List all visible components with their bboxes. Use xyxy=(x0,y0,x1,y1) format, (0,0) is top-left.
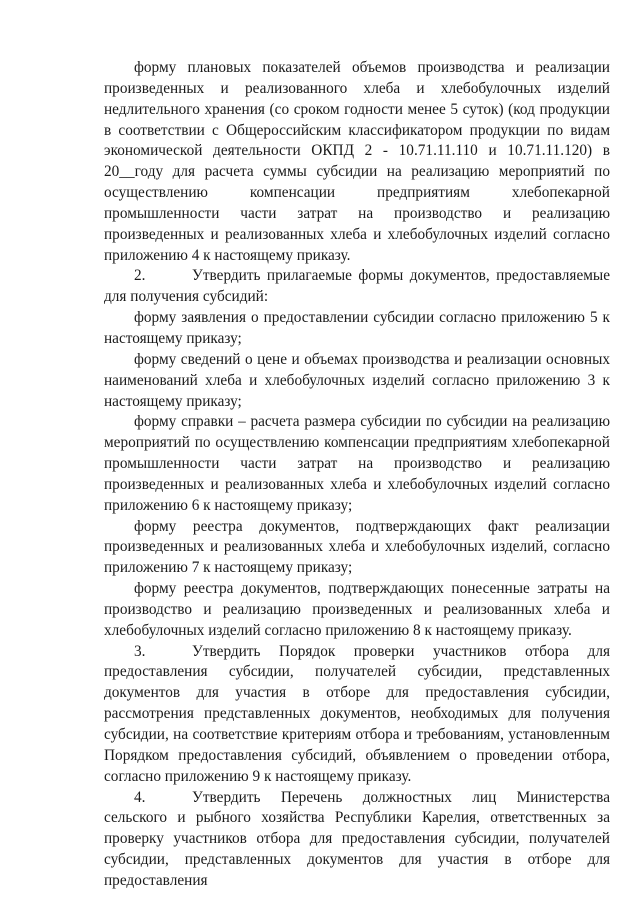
paragraph-subsidy-calc-form: форму справки – расчета размера субсидии по субсидии на реализацию мероприятий по осуществлению компенсации предприятиям хлебопекарной промышленности части затрат на производство и реализацию произведенных и реализованных хлеба и хлебобулочных изделий согласно приложению 6 к настоящему приказу; xyxy=(104,413,610,514)
item-number: 2. xyxy=(134,267,146,285)
item-number: 3. xyxy=(134,642,146,660)
paragraph-price-volume-form: форму сведений о цене и объемах производства и реализации основных наименований хлеба и хлебобулочных изделий согласно приложению 3 к настоящему приказу; xyxy=(104,350,610,410)
paragraph-item-2 xyxy=(104,266,610,308)
item-text: Утвердить прилагаемые формы документов, предоставляемые для получения субсидий: xyxy=(104,267,610,306)
item-number: 4. xyxy=(134,788,146,806)
paragraph-sales-registry-form: форму реестра документов, подтверждающих факт реализации произведенных и реализованных хлеба и хлебобулочных изделий, согласно приложению 7 к настоящему приказу; xyxy=(104,517,610,577)
paragraph-costs-registry-form: форму реестра документов, подтверждающих понесенные затраты на производство и реализацию произведенных и реализованных хлеба и хлебобулочных изделий согласно приложению 8 к настоящему приказу. xyxy=(104,580,610,639)
paragraph-item-4 xyxy=(104,788,610,892)
item-text: Утвердить Порядок проверки участников отбора для предоставления субсидии, получателей субсидии, представленных документов для участия в отборе для предоставления субсидии, рассмотрения представленных документов, необходимых для получения субсидии, на соответствие критериям отбора и требованиям, установленным Порядком предоставления субсидий, объявлением о проведении отбора, согласно приложению 9 к настоящему приказу. xyxy=(104,642,610,785)
item-text: Утвердить Перечень должностных лиц Министерства сельского и рыбного хозяйства Республики Карелия, ответственных за проверку участников отбора для предоставления субсидии, получателей субсидии, представленных документов для участия в отборе для предоставления xyxy=(104,788,610,889)
paragraph-application-form: форму заявления о предоставлении субсидии согласно приложению 5 к настоящему приказу; xyxy=(104,309,610,347)
paragraph-plan-form: форму плановых показателей объемов производства и реализации произведенных и реализованного хлеба и хлебобулочных изделий недлительного хранения (со сроком годности менее 5 суток) (код продукции в соответствии с Общероссийским классификатором продукции по видам экономической деятельности ОКПД 2 - 10.71.11.110 и 10.71.11.120) в 20__году для расчета суммы субсидии на реализацию мероприятий по осуществлению компенсации предприятиям хлебопекарной промышленности части затрат на производство и реализацию произведенных и реализованных хлеба и хлебобулочных изделий согласно приложению 4 к настоящему приказу. xyxy=(104,59,610,264)
paragraph-item-3 xyxy=(104,642,610,788)
document-body xyxy=(104,58,610,892)
